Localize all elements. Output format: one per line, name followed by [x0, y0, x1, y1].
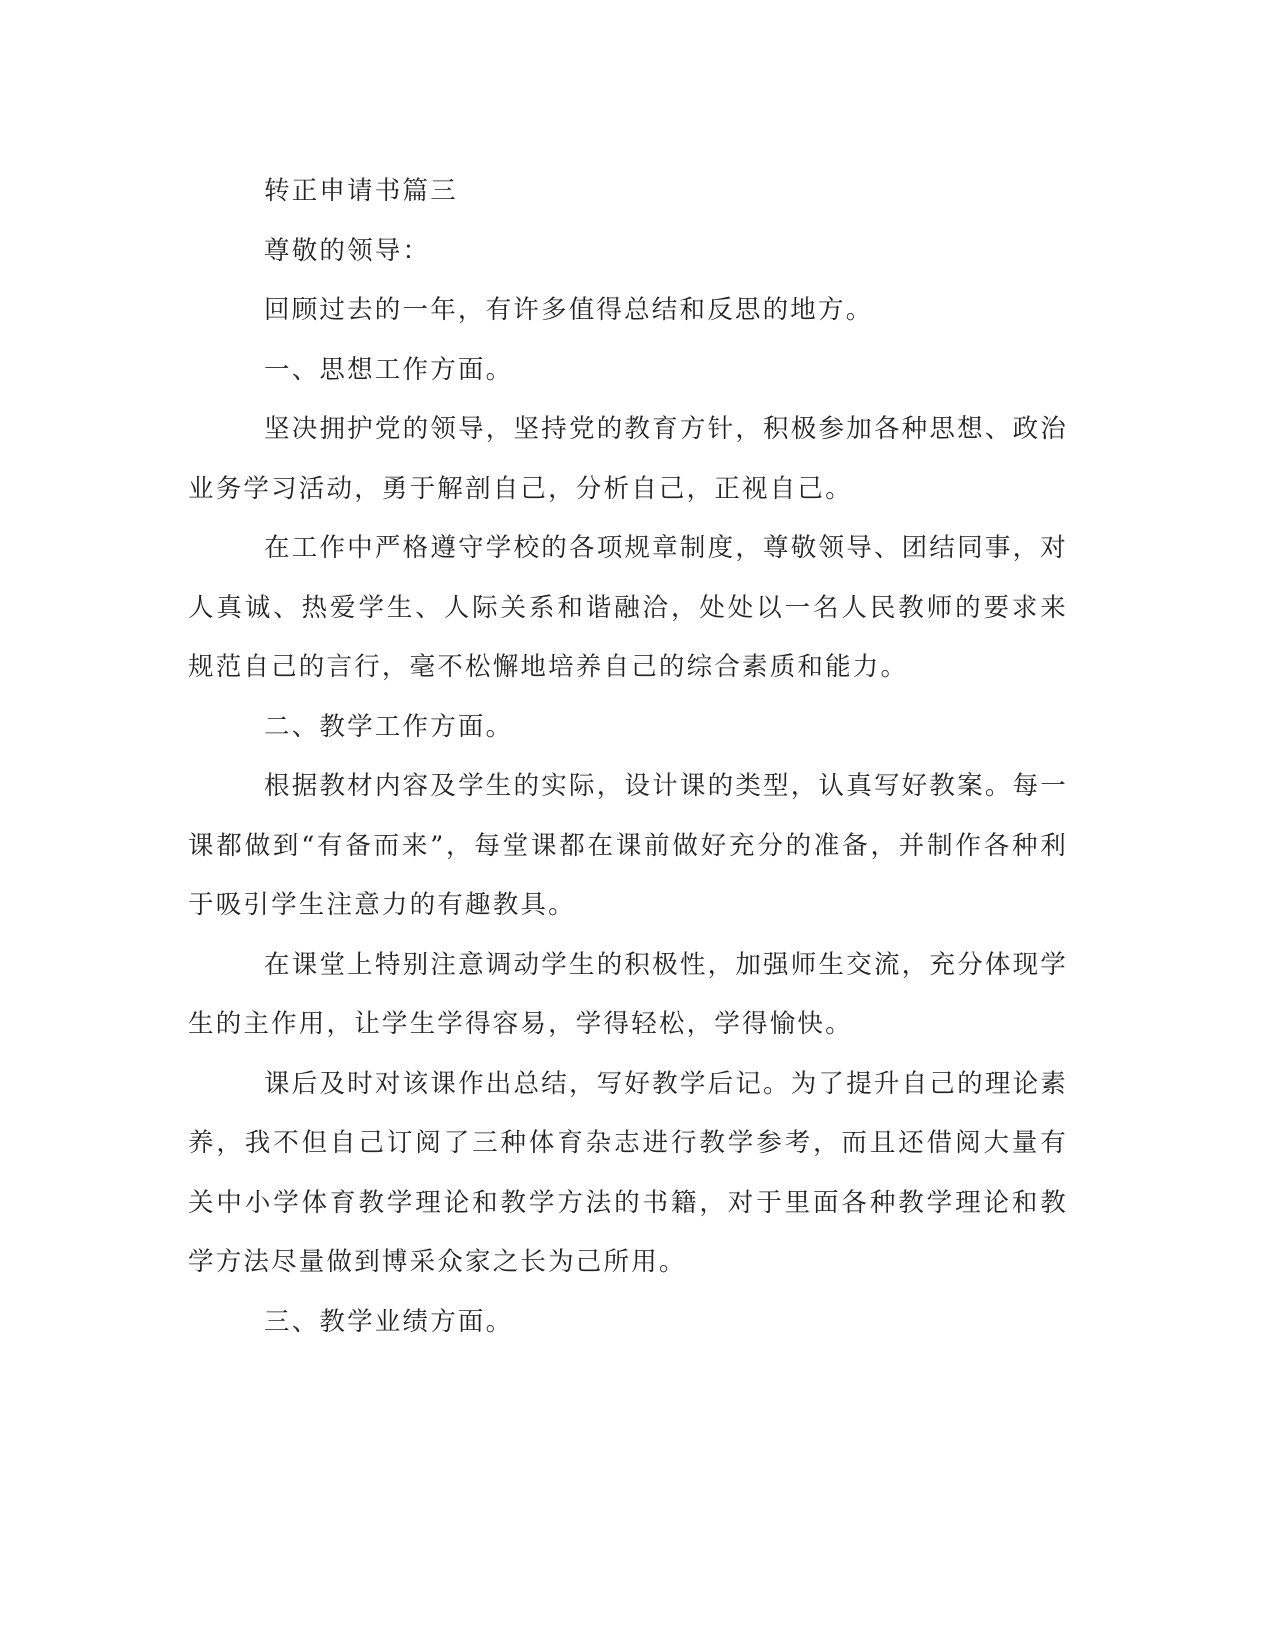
intro-paragraph: 回顾过去的一年，有许多值得总结和反思的地方。 — [264, 295, 874, 325]
teaching-paragraph-2: 在课堂上特别注意调动学生的积极性，加强师生交流，充分体现学生的主作用，让学生学得容易，学得轻松，学得愉快。 — [188, 949, 1068, 1039]
section-heading-teaching: 二、教学工作方面。 — [264, 711, 514, 742]
ideology-paragraph-1: 坚决拥护党的领导，坚持党的教育方针，积极参加各种思想、政治业务学习活动，勇于解剖自己，分析自己，正视自己。 — [188, 414, 1068, 504]
teaching-paragraph-1: 根据教材内容及学生的实际，设计课的类型，认真写好教案。每一课都做到“有备而来”，每堂课都在课前做好充分的准备，并制作各种利于吸引学生注意力的有趣教具。 — [188, 771, 1068, 920]
section-heading-ideology: 一、思想工作方面。 — [264, 354, 514, 385]
section-heading-performance: 三、教学业绩方面。 — [264, 1306, 514, 1337]
document-body — [188, 162, 1068, 1352]
ideology-paragraph-2: 在工作中严格遵守学校的各项规章制度，尊敬领导、团结同事，对人真诚、热爱学生、人际关系和谐融洽，处处以一名人民教师的要求来规范自己的言行，毫不松懈地培养自己的综合素质和能力。 — [188, 533, 1068, 682]
teaching-paragraph-3: 课后及时对该课作出总结，写好教学后记。为了提升自己的理论素养，我不但自己订阅了三种体育杂志进行教学参考，而且还借阅大量有关中小学体育教学理论和教学方法的书籍，对于里面各种教学理论和教学方法尽量做到博采众家之长为己所用。 — [188, 1068, 1068, 1277]
salutation: 尊敬的领导： — [264, 235, 431, 266]
document-title: 转正申请书篇三 — [264, 176, 458, 206]
